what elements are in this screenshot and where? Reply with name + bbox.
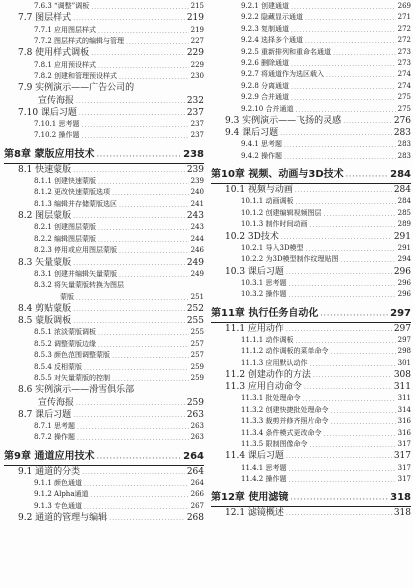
toc-page-number: 296 [397, 278, 411, 287]
toc-page-number: 318 [393, 508, 411, 519]
toc-entry-label: 8.5.3 颜色范围调整蒙版 [34, 351, 111, 360]
toc-page-number: 274 [397, 81, 411, 90]
toc-entry-label: 7.9 实例演示——广告公司的 [18, 83, 135, 94]
toc-entry-label: 9.2.6 删除通道 [241, 59, 290, 67]
toc-entry-label: 8.1.2 更改快速蒙版选项 [34, 188, 111, 197]
toc-entry-8.7[interactable] [18, 411, 204, 423]
toc-entry-label: 第11章 执行任务自动化 [211, 307, 319, 319]
toc-entry-label: 10.2.1 导入3D模型 [241, 243, 304, 252]
toc-leader-dots [289, 295, 396, 303]
toc-page-number: 272 [397, 24, 411, 33]
toc-leader-dots [304, 387, 392, 395]
toc-page-number: 237 [186, 107, 204, 118]
toc-entry-label: 9.1.3 专色通道 [34, 501, 83, 510]
toc-entry-label: 9.4.2 操作题 [241, 151, 283, 160]
toc-page-number: 240 [190, 188, 204, 197]
toc-leader-dots [286, 272, 392, 280]
toc-entry-11.4.2[interactable] [241, 476, 411, 488]
toc-page-number: 297 [390, 307, 411, 319]
toc-entry-label: 7.6.3 “调整”调板 [34, 2, 90, 10]
toc-leader-dots [290, 497, 388, 505]
toc-chapter-9[interactable] [4, 452, 204, 464]
toc-entry-7.9[interactable] [18, 84, 204, 96]
toc-entry-label: 7.8 使用样式调板 [18, 48, 90, 59]
toc-page-number: 237 [190, 131, 204, 140]
toc-entry-label: 8.1.1 创建快速蒙版 [34, 177, 97, 185]
toc-page-number: 276 [393, 116, 411, 126]
toc-leader-dots [79, 113, 185, 121]
toc-leader-dots [82, 136, 189, 144]
toc-leader-dots [343, 121, 392, 129]
toc-entry-label: 第8章 蒙版应用技术 [4, 148, 95, 160]
toc-entry-label: 8.3.1 创建并编辑矢量蒙版 [34, 269, 118, 278]
toc-leader-dots [286, 329, 392, 337]
toc-entry-label: 8.5.5 对矢量蒙版的控制 [34, 374, 111, 382]
toc-entry-label: 9.2.9 合并通道 [241, 93, 290, 102]
toc-entry-continuation[interactable] [60, 294, 204, 306]
toc-entry-label: 9.2.2 隐藏显示通道 [241, 13, 304, 22]
toc-page-number: 283 [393, 128, 411, 139]
toc-entry-label: 8.1 快速蒙版 [18, 164, 72, 175]
toc-page-number: 259 [186, 397, 204, 408]
toc-entry-label: 8.2 图层蒙版 [18, 211, 72, 222]
toc-page-number: 294 [397, 255, 411, 264]
toc-entry-label: 第9章 通道应用技术 [4, 450, 95, 462]
toc-page-number: 229 [186, 48, 204, 59]
toc-page-number: 317 [397, 463, 411, 472]
toc-page-number: 297 [397, 335, 411, 344]
toc-entry-label: 8.3.2 将矢量蒙版转换为图层 [34, 281, 125, 290]
toc-page-number: 296 [397, 290, 411, 299]
toc-page-number: 301 [397, 358, 411, 367]
toc-entry-label: 9.2.3 复制通道 [241, 24, 290, 33]
toc-page-number: 314 [397, 405, 411, 414]
toc-page-number: 257 [190, 339, 204, 348]
toc-leader-dots [346, 174, 388, 182]
toc-page-number: 274 [397, 70, 411, 79]
toc-page-number: 249 [190, 269, 204, 278]
toc-entry-9.1[interactable] [18, 468, 204, 480]
toc-entry-label: 10.1.3 制作时间动画 [241, 220, 308, 229]
toc-entry-label: 8.5 蒙版调板 [18, 316, 72, 327]
toc-entry-label: 9.4 课后习题 [225, 128, 279, 139]
toc-entry-10.2[interactable] [225, 233, 411, 245]
toc-page-number: 273 [397, 47, 411, 56]
toc-page-number: 264 [190, 479, 204, 487]
toc-entry-label: 10.3.1 思考题 [241, 278, 287, 287]
toc-leader-dots [284, 157, 396, 165]
toc-page-number: 241 [190, 199, 204, 208]
toc-page-number: 267 [190, 501, 204, 510]
toc-leader-dots [96, 456, 181, 464]
toc-entry-label: 7.7 图层样式 [18, 13, 72, 24]
toc-page-number: 318 [390, 492, 411, 504]
toc-entry-label: 8.3 矢量蒙版 [18, 257, 72, 268]
toc-entry-11.4[interactable] [225, 452, 411, 464]
toc-leader-dots [76, 101, 185, 109]
toc-entry-label: 9.2.8 分离通道 [241, 81, 290, 90]
toc-entry-label: 7.10 课后习题 [18, 107, 77, 118]
toc-entry-label: 12.1 滤镜概述 [225, 508, 284, 519]
toc-entry-label: 9.2.7 将通道作为选区载入 [241, 70, 325, 79]
toc-entry-label: 8.2.1 创建图层蒙版 [34, 223, 97, 232]
toc-entry-label: 7.10.1 思考题 [34, 120, 80, 128]
toc-entry-12.1[interactable] [225, 509, 411, 521]
toc-page-number: 259 [190, 374, 204, 382]
toc-page-number: 255 [186, 316, 204, 327]
toc-entry-label: 11.4.1 思考题 [241, 463, 287, 472]
toc-page-number: 229 [190, 60, 204, 69]
toc-page-number: 291 [393, 231, 411, 242]
toc-page-number: 243 [186, 211, 204, 222]
toc-page-number: 246 [190, 246, 204, 255]
toc-entry-label: 10.3.2 操作题 [241, 290, 287, 299]
toc-page-number: 269 [397, 2, 411, 10]
toc-leader-dots [73, 415, 185, 423]
toc-leader-dots [96, 154, 181, 162]
toc-entry-7.7[interactable] [18, 14, 204, 26]
toc-entry-label: 11.3.1 批处理命令 [241, 394, 301, 403]
toc-page-number: 263 [186, 409, 204, 420]
toc-entry-label: 8.7.2 操作题 [34, 433, 76, 442]
toc-leader-dots [91, 53, 185, 61]
toc-page-number: 271 [397, 13, 411, 22]
toc-entry-label: 7.7.1 应用图层样式 [34, 25, 97, 34]
toc-entry-label: 9.1.1 颜色通道 [34, 479, 83, 487]
toc-entry-7.8[interactable] [18, 49, 204, 61]
toc-entry-label: 8.5.2 调整蒙版边缘 [34, 339, 97, 348]
toc-entry-label: 9.1 通道的分类 [18, 466, 81, 477]
toc-entry-label: 11.1.2 动作调板的菜单命令 [241, 347, 329, 356]
toc-entry-label: 8.2.2 编辑图层蒙版 [34, 234, 97, 243]
toc-page-number: 298 [397, 347, 411, 356]
toc-entry-label: 8.6 实例演示——滑雪俱乐部 [18, 385, 135, 396]
toc-entry-label: 7.10.2 操作题 [34, 131, 80, 140]
toc-entry-11.1[interactable] [225, 325, 411, 337]
toc-entry-label: 第12章 使用滤镜 [211, 492, 289, 504]
toc-page-number: 316 [397, 428, 411, 437]
toc-entry-label: 9.2.10 合并通道 [241, 104, 294, 113]
toc-page-number: 275 [397, 93, 411, 102]
toc-entry-label: 10.1 视频与动画 [225, 185, 293, 196]
toc-leader-dots [286, 456, 392, 464]
toc-page-number: 317 [393, 451, 411, 462]
chapter-underline [211, 322, 411, 323]
toc-page-number: 244 [190, 234, 204, 243]
toc-leader-dots [73, 309, 185, 317]
toc-page-number: 252 [186, 304, 204, 314]
toc-page-number: 283 [397, 151, 411, 160]
toc-entry-10.3.2[interactable] [241, 291, 411, 303]
toc-entry-label: 8.5.4 反相蒙版 [34, 362, 83, 371]
toc-page-number: 273 [397, 59, 411, 67]
chapter-underline [4, 163, 204, 164]
toc-page-number: 219 [186, 13, 204, 24]
toc-page-number: 266 [190, 490, 204, 499]
toc-entry-label: 11.2 创建动作的方法 [225, 370, 311, 380]
toc-entry-label: 8.7 课后习题 [18, 409, 72, 420]
toc-entry-label: 9.2.1 创建通道 [241, 2, 290, 10]
toc-entry-label: 7.8.2 创建和管理预设样式 [34, 72, 118, 80]
toc-entry-label: 9.2.5 重新排列和重命名通道 [241, 47, 332, 56]
toc-page-number: 239 [186, 164, 204, 175]
toc-entry-label: 10.2 3D技术 [225, 231, 279, 242]
toc-entry-8.7.2[interactable] [34, 434, 204, 446]
toc-entry-label: 9.4.1 思考题 [241, 140, 283, 149]
toc-entry-8.1[interactable] [18, 166, 204, 178]
toc-entry-label: 9.2 通道的管理与编辑 [18, 513, 108, 524]
toc-entry-label: 7.7.2 图层样式的编辑与管理 [34, 37, 125, 45]
toc-entry-continuation[interactable] [38, 97, 204, 109]
toc-entry-8.3[interactable] [18, 259, 204, 271]
toc-page-number: 232 [186, 95, 204, 106]
toc-entry-label: 8.2.3 停用或应用图层蒙版 [34, 246, 118, 255]
toc-page-number: 263 [190, 433, 204, 442]
toc-entry-label: 10.1.1 动画调板 [241, 197, 294, 206]
toc-page-number: 311 [397, 394, 411, 403]
toc-page-number: 311 [393, 382, 411, 393]
toc-entry-7.10.2[interactable] [34, 132, 204, 144]
toc-leader-dots [313, 375, 392, 383]
toc-page-number: 317 [397, 475, 411, 483]
toc-page-number: 272 [397, 36, 411, 45]
toc-entry-label: 10.1.2 创建编辑视频图层 [241, 208, 322, 217]
toc-entry-label: 10.2.2 为3D模型制作纹理贴图 [241, 255, 339, 264]
toc-entry-label: 11.4.2 操作题 [241, 475, 287, 483]
toc-entry-label: 11.4 课后习题 [225, 451, 284, 462]
toc-entry-label: 10.3 课后习题 [225, 266, 284, 277]
toc-entry-9.4.2[interactable] [241, 153, 411, 165]
toc-page-number: 297 [393, 323, 411, 334]
toc-entry-label: 9.1.2 Alpha通道 [34, 490, 89, 499]
toc-page-number: 284 [393, 185, 411, 196]
toc-entry-label: 宣传海报 [38, 397, 75, 408]
toc-entry-label: 8.1.3 编辑并存储蒙版选区 [34, 199, 118, 208]
toc-page-number: 251 [190, 292, 204, 301]
toc-page-number: 238 [183, 148, 204, 160]
toc-leader-dots [280, 133, 392, 141]
toc-entry-7.10[interactable] [18, 109, 204, 121]
toc-entry-label: 8.5.1 浓淡蒙版调板 [34, 328, 97, 337]
toc-leader-dots [289, 480, 396, 488]
toc-entry-label: 蒙版 [60, 292, 74, 301]
toc-entry-label: 11.3.4 条件模式更改命令 [241, 428, 322, 437]
toc-page-number: 215 [190, 2, 204, 10]
toc-page-number: 283 [397, 140, 411, 149]
toc-leader-dots [295, 190, 392, 198]
toc-page-number: 227 [190, 37, 204, 45]
toc-page-number: 255 [190, 328, 204, 337]
toc-leader-dots [77, 438, 189, 446]
toc-chapter-8[interactable] [4, 150, 204, 162]
toc-page-number: 291 [397, 243, 411, 252]
toc-entry-label: 11.1.3 应用默认动作 [241, 358, 308, 367]
toc-chapter-10[interactable] [211, 170, 411, 182]
toc-leader-dots [320, 313, 388, 321]
toc-entry-label: 7.8.1 应用预设样式 [34, 60, 97, 69]
toc-entry-label: 11.3.3 裁剪并修齐照片命令 [241, 417, 329, 426]
toc-page-number: 263 [190, 422, 204, 430]
toc-page-number: 296 [393, 266, 411, 277]
toc-page-number: 249 [186, 257, 204, 268]
toc-page-number: 285 [397, 208, 411, 217]
toc-leader-dots [76, 403, 185, 411]
toc-entry-label: 9.3 实例演示——飞扬的灵感 [225, 116, 342, 126]
toc-entry-label: 11.1.1 动作调板 [241, 335, 294, 344]
toc-entry-label: 8.4 剪贴蒙版 [18, 304, 72, 314]
toc-entry-label: 9.2.4 选择多个通道 [241, 36, 304, 45]
toc-page-number: 317 [397, 440, 411, 448]
toc-entry-label: 11.3.5 限制图像命令 [241, 440, 308, 448]
toc-chapter-12[interactable] [211, 493, 411, 505]
toc-page-number: 316 [397, 417, 411, 426]
toc-leader-dots [109, 518, 185, 526]
toc-page-number: 275 [397, 104, 411, 113]
toc-entry-9.2[interactable] [18, 514, 204, 526]
chapter-underline [4, 465, 204, 466]
toc-entry-label: 8.7.1 思考题 [34, 422, 76, 430]
toc-entry-10.3[interactable] [225, 268, 411, 280]
toc-entry-label: 宣传海报 [38, 95, 75, 106]
toc-chapter-11[interactable] [211, 309, 411, 321]
toc-page-number: 264 [183, 450, 204, 462]
toc-page-number: 308 [393, 370, 411, 380]
toc-page-number: 230 [190, 72, 204, 80]
toc-page-number: 257 [190, 351, 204, 360]
toc-leader-dots [82, 472, 185, 480]
toc-page-number: 284 [390, 169, 411, 181]
toc-page-number: 284 [397, 197, 411, 206]
toc-page-number: 243 [190, 223, 204, 232]
toc-entry-label: 第10章 视频、动画与3D技术 [211, 169, 344, 181]
toc-page-number: 219 [190, 25, 204, 34]
toc-page-number: 268 [186, 513, 204, 524]
toc-page-number: 259 [190, 362, 204, 371]
toc-page-number: 239 [190, 177, 204, 185]
toc-page-number: 289 [397, 220, 411, 229]
toc-page-number: 237 [190, 120, 204, 128]
toc-entry-label: 11.3.2 创建快捷批处理命令 [241, 405, 329, 414]
toc-entry-label: 11.1 应用动作 [225, 323, 284, 334]
toc-entry-8.6[interactable] [18, 386, 204, 398]
toc-page-number: 264 [186, 466, 204, 477]
toc-entry-continuation[interactable] [38, 399, 204, 411]
toc-entry-label: 11.3 应用自动命令 [225, 382, 302, 393]
toc-leader-dots [286, 513, 392, 521]
